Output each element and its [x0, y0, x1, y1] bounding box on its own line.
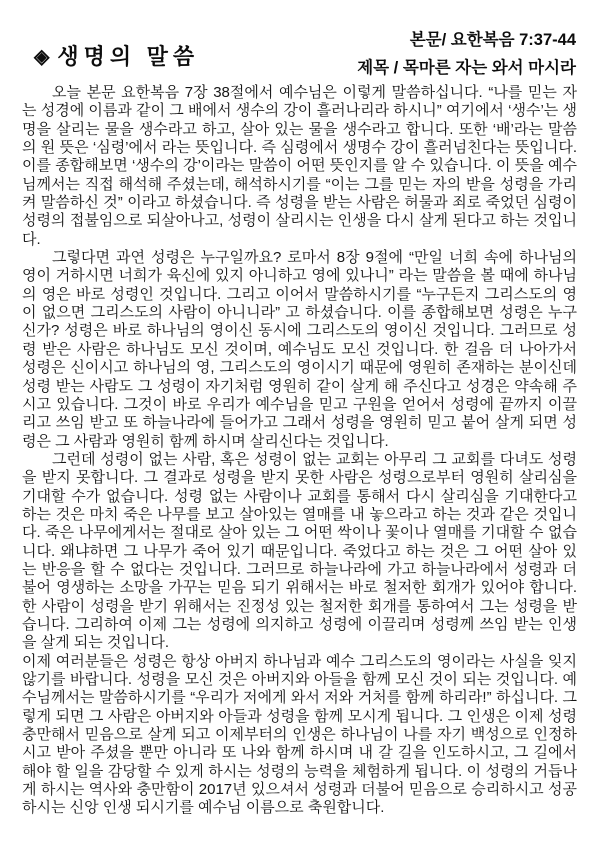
header-info: [357, 26, 576, 82]
diamond-icon: ◈: [34, 46, 52, 68]
page-title: [34, 40, 199, 71]
page-title-text: 생명의 말씀: [57, 44, 200, 69]
paragraph: 그런데 성령이 없는 사람, 혹은 성령이 없는 교회는 아무리 그 교회를 다녀도 성령을 받지 못합니다. 그 결과로 성령을 받지 못한 사람은 성령으로부터 영원히 살리심을 기대할 수가 없습니다. 성령 없는 사람이나 교회를 통해서 다시 살리심을 기대한다고 하는 것은 마치 죽은 나무를 보고 살아있는 열매를 내 놓으라고 하는 것과 같은 것입니다. 죽은 나무에게서는 절대로 살아 있는 그 어떤 싹이나 꽃이나 열매를 기대할 수 없습니다. 왜냐하면 그 나무가 죽어 있기 때문입니다. 죽었다고 하는 것은 그 어떤 살아 있는 반응을 할 수 없다는 것입니다. 그러므로 하늘나라에 가고 하늘나라에서 성령과 더불어 영생하는 소망을 가꾸는 믿음 되기 위해서는 바로 철저한 회개가 있어야 합니다. 한 사람이 성령을 받기 위해서는 진정성 있는 철저한 회개를 통하여서 그는 성령을 받습니다. 그리하여 이제 그는 성령에 의지하고 성령에 이끌리며 성령께 쓰임 받는 인생을 살게 되는 것입니다.: [22, 450, 577, 652]
scripture-reference: 본문/ 요한복음 7:37-44: [409, 31, 576, 49]
paragraph: 이제 여러분들은 성령은 항상 아버지 하나님과 예수 그리스도의 영이라는 사실을 잊지 않기를 바랍니다. 성령을 모신 것은 아버지와 아들을 함께 모신 것이 되는 것입니다. 예수님께서는 말씀하시기를 “우리가 저에게 와서 저와 거처를 함께 하리라!” 하십니다. 그렇게 되면 그 사람은 아버지와 아들과 성령을 함께 모시게 됩니다. 그 인생은 이제 성령 충만해서 믿음으로 살게 되고 이제부터의 인생은 하나님이 나를 자기 백성으로 인정하시고 받아 주셨을 뿐만 아니라 또 나와 함께 하시며 내 갈 길을 인도하시고, 그 길에서 해야 할 일을 감당할 수 있게 하시는 성령의 능력을 체험하게 됩니다. 이 성령의 거듭나게 하시는 역사와 충만함이 2017년 있으셔서 성령과 더불어 믿음으로 승리하시고 성공하시는 신앙 인생 되시기를 예수님 이름으로 축원합니다.: [22, 652, 577, 817]
sermon-body: [22, 84, 577, 818]
paragraph: 그렇다면 과연 성령은 누구일까요? 로마서 8장 9절에 “만일 너희 속에 하나님의 영이 거하시면 너희가 육신에 있지 아니하고 영에 있나니” 라는 말씀을 볼 때에 하나님의 영은 바로 성령인 것입니다. 그리고 이어서 말씀하시기를 “누구든지 그리스도의 영이 없으면 그리스도의 사람이 아니니라” 고 하셨습니다. 이를 종합해보면 성령은 누구신가? 성령은 바로 하나님의 영이신 동시에 그리스도의 영이신 것입니다. 그러므로 성령 받은 사람은 하나님도 모신 것이며, 예수님도 모신 것입니다. 한 걸음 더 나아가서 성령은 신이시고 하나님의 영, 그리스도의 영이시기 때문에 영원히 존재하는 분이신데 성령 받는 사람도 그 성령이 자기처럼 영원히 같이 살게 해 주신다고 성경은 약속해 주시고 있습니다. 그것이 바로 우리가 예수님을 믿고 구원을 얻어서 성령에 끝까지 이끌리고 쓰임 받고 또 하늘나라에 들어가고 그래서 성령을 영원히 믿고 붙어 살게 되면 성령은 그 사람과 영원히 함께 하시며 살리신다는 것입니다.: [22, 249, 577, 450]
paragraph: 오늘 본문 요한복음 7장 38절에서 예수님은 이렇게 말씀하십니다. “나를 믿는 자는 성경에 이름과 같이 그 배에서 생수의 강이 흘러나리라 하시니” 여기에서 ‘생수’는 생명을 살리는 물을 생수라고 하고, 살아 있는 물을 생수라고 합니다. 또한 ‘배’라는 말씀의 원 뜻은 ‘심령’에서 라는 뜻입니다. 즉 심령에서 생명수 강이 흘러넘친다는 뜻입니다. 이를 종합해보면 ‘생수의 강’이라는 말씀이 어떤 뜻인지를 알 수 있습니다. 이 뜻을 예수님께서는 직접 해석해 주셨는데, 해석하시기를 “이는 그를 믿는 자의 받을 성령을 가리켜 말씀하신 것” 이라고 하셨습니다. 즉 성령을 받는 사람은 허물과 죄로 죽었던 심령이 성령의 접불임으로 되살아나고, 성령이 살리시는 인생을 다시 살게 된다고 하는 것입니다.: [22, 84, 577, 248]
sermon-title: 제목 / 목마른 자는 와서 마시라: [357, 59, 576, 77]
